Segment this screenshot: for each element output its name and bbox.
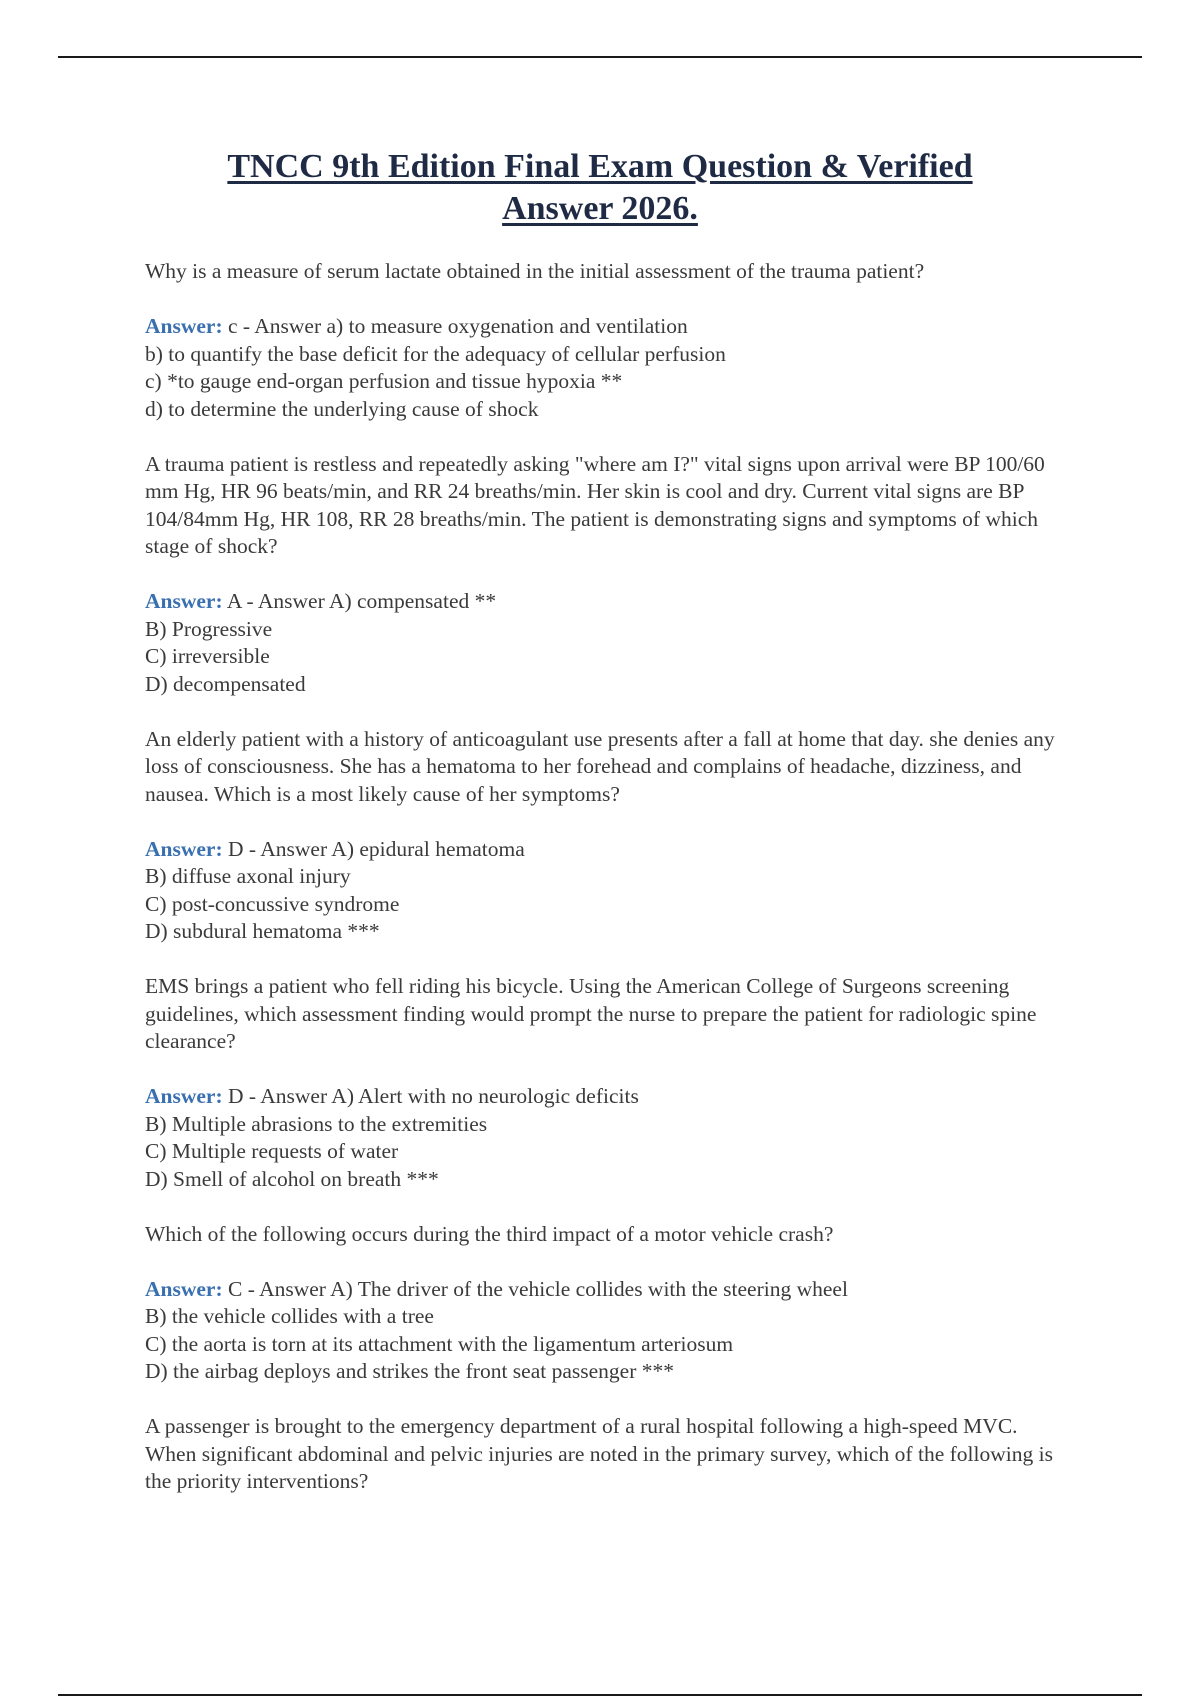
document-title — [120, 146, 1080, 230]
answer-option: D) decompensated — [145, 671, 306, 696]
answer-label: Answer: — [145, 1084, 223, 1108]
answer-label: Answer: — [145, 314, 223, 338]
answer-option: C) the aorta is torn at its attachment with the ligamentum arteriosum — [145, 1331, 734, 1356]
answer-first-line: D - Answer A) epidural hematoma — [222, 836, 525, 861]
answer-option: C) post-concussive syndrome — [145, 891, 400, 916]
answer-first-line: C - Answer A) The driver of the vehicle collides with the steering wheel — [222, 1276, 848, 1301]
answer-block-1 — [145, 313, 1065, 423]
question-4: EMS brings a patient who fell riding his bicycle. Using the American College of Surgeons screening guidelines, which assessment finding would prompt the nurse to prepare the patient for radiologic spine clearance? — [145, 974, 1037, 1053]
answer-first-line: D - Answer A) Alert with no neurologic deficits — [222, 1084, 639, 1108]
answer-option: D) the airbag deploys and strikes the front seat passenger *** — [145, 1359, 674, 1383]
top-rule — [58, 56, 1142, 58]
document-body — [145, 258, 1065, 1523]
answer-first-line: c - Answer a) to measure oxygenation and ventilation — [222, 314, 688, 338]
answer-first-line: A - Answer A) compensated ** — [222, 589, 497, 613]
answer-option: D) subdural hematoma *** — [145, 919, 380, 943]
answer-option: B) Multiple abrasions to the extremities — [145, 1111, 488, 1136]
answer-block-4 — [145, 1083, 1065, 1193]
bottom-rule — [58, 1694, 1142, 1696]
answer-block-3 — [145, 836, 1065, 946]
answer-block-5 — [145, 1276, 1065, 1386]
answer-option: c) *to gauge end-organ perfusion and tissue hypoxia ** — [145, 369, 623, 393]
answer-option: B) diffuse axonal injury — [145, 864, 351, 888]
answer-block-2 — [145, 588, 1065, 698]
question-6: A passenger is brought to the emergency department of a rural hospital following a high-speed MVC. When significant abdominal and pelvic injuries are noted in the primary survey, which of the following is the priority interventions? — [145, 1414, 1053, 1493]
answer-option: B) Progressive — [145, 616, 273, 641]
answer-label: Answer: — [145, 1276, 223, 1301]
answer-option: D) Smell of alcohol on breath *** — [145, 1166, 439, 1191]
answer-option: b) to quantify the base deficit for the adequacy of cellular perfusion — [145, 341, 726, 366]
question-2: A trauma patient is restless and repeatedly asking "where am I?" vital signs upon arrival were BP 100/60 mm Hg, HR 96 beats/min, and RR 24 breaths/min. Her skin is cool and dry. Current vital signs are BP 104/84mm Hg, HR 108, RR 28 breaths/min. The patient is demonstrating signs and symptoms of which stage of shock? — [145, 451, 1045, 558]
title-line-1: TNCC 9th Edition Final Exam Question & Verified — [227, 148, 973, 185]
answer-option: d) to determine the underlying cause of shock — [145, 396, 539, 421]
answer-label: Answer: — [145, 836, 223, 861]
title-line-2: Answer 2026. — [502, 190, 698, 227]
question-5: Which of the following occurs during the third impact of a motor vehicle crash? — [145, 1221, 834, 1246]
answer-option: C) irreversible — [145, 644, 270, 668]
answer-option: B) the vehicle collides with a tree — [145, 1304, 434, 1328]
answer-label: Answer: — [145, 589, 223, 613]
question-3: An elderly patient with a history of anticoagulant use presents after a fall at home that day. she denies any loss of consciousness. She has a hematoma to her forehead and complains of headache, dizziness, and nausea. Which is a most likely cause of her symptoms? — [145, 726, 1055, 806]
question-1: Why is a measure of serum lactate obtained in the initial assessment of the trauma patient? — [145, 259, 925, 283]
answer-option: C) Multiple requests of water — [145, 1139, 399, 1163]
